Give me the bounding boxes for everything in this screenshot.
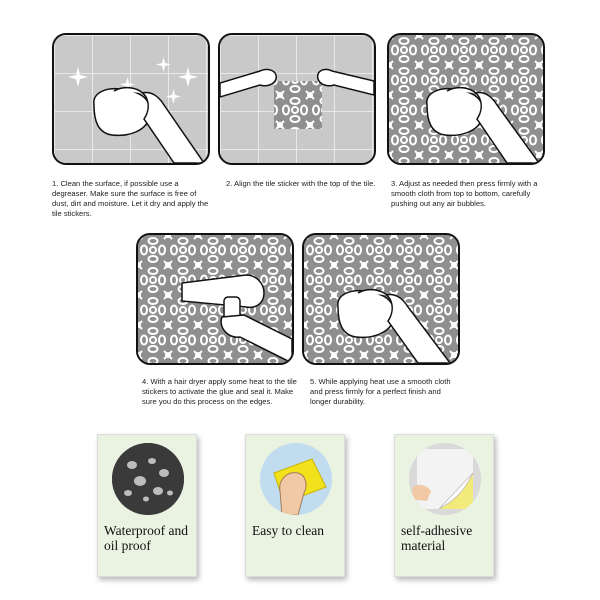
step-4-image [136, 233, 294, 365]
feature-label: Easy to clean [252, 523, 324, 538]
step-2-text: 2. Align the tile sticker with the top of the tile. [226, 179, 376, 188]
feature-label: self-adhesive material [401, 523, 473, 553]
step-5-image [302, 233, 460, 365]
step-3-text: 3. Adjust as needed then press firmly with a smooth cloth from top to bottom, carefully pushing out any air bubbles. [391, 179, 538, 208]
step-3-image [387, 33, 545, 165]
step-4-text: 4. With a hair dryer apply some heat to the tile stickers to activate the glue and seal it. Make sure you do this process on the edges. [142, 377, 297, 406]
water-droplets-icon [112, 443, 184, 515]
feature-card-easy-clean [245, 434, 345, 577]
feature-card-self-adhesive [394, 434, 494, 577]
feature-card-waterproof [97, 434, 197, 577]
step-1-image [52, 33, 210, 165]
step-1-text: 1. Clean the surface, if possible use a degreaser. Make sure the surface is free of dust, dirt and moisture. Let it dry and apply the tile stickers. [52, 179, 209, 218]
cleaning-cloth-icon [260, 443, 332, 515]
peeling-sticker-icon [409, 443, 481, 515]
feature-label: Waterproof and oil proof [104, 523, 188, 553]
step-2-image [218, 33, 376, 165]
step-5-text: 5. While applying heat use a smooth cloth and press firmly for a perfect finish and longer durability. [310, 377, 451, 406]
tile-sticker [274, 81, 322, 129]
